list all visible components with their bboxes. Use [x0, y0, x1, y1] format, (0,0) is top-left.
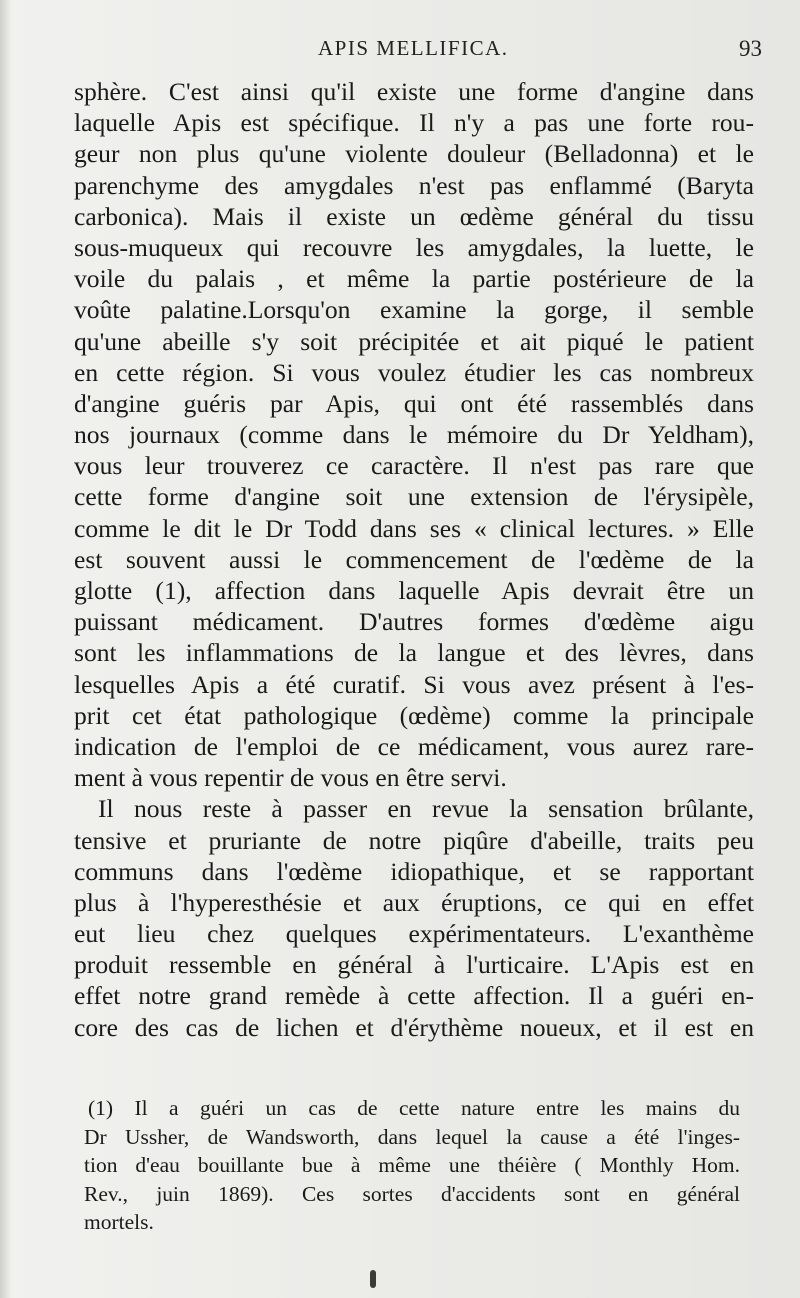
- text-line: geur non plus qu'une violente douleur (Belladonna) et le: [74, 139, 754, 169]
- text-line: lesquelles Apis a été curatif. Si vous avez présent à l'es-: [74, 669, 754, 699]
- page-number: 93: [739, 36, 762, 61]
- text-line: est souvent aussi le commencement de l'œdème de la: [74, 544, 754, 574]
- text-line: puissant médicament. D'autres formes d'œdème aigu: [74, 607, 754, 637]
- paragraph-end-line: ment à vous repentir de vous en être servi.: [74, 763, 507, 793]
- text-line: indication de l'emploi de ce médicament, vous aurez rare-: [74, 731, 754, 761]
- text-line: d'angine guéris par Apis, qui ont été rassemblés dans: [74, 388, 754, 418]
- text-line: qu'une abeille s'y soit précipitée et ait piqué le patient: [74, 326, 754, 356]
- footnote-line: tion d'eau bouillante bue à même une théière ( Monthly Hom.: [84, 1153, 740, 1178]
- text-line: prit cet état pathologique (œdème) comme la principale: [74, 700, 754, 730]
- text-line: voile du palais , et même la partie postérieure de la: [74, 264, 754, 294]
- text-line: tensive et pruriante de notre piqûre d'abeille, traits peu: [74, 825, 754, 855]
- text-line: eut lieu chez quelques expérimentateurs. L'exanthème: [74, 919, 754, 949]
- text-line: nos journaux (comme dans le mémoire du Dr Yeldham),: [74, 420, 754, 450]
- text-line: sont les inflammations de la langue et des lèvres, dans: [74, 638, 754, 668]
- text-line: sphère. C'est ainsi qu'il existe une forme d'angine dans: [74, 77, 754, 106]
- text-line: plus à l'hyperesthésie et aux éruptions, ce qui en effet: [74, 887, 754, 917]
- text-line: communs dans l'œdème idiopathique, et se rapportant: [74, 856, 754, 886]
- text-line: comme le dit le Dr Todd dans ses « clinical lectures. » Elle: [74, 513, 754, 543]
- footnote-line: Rev., juin 1869). Ces sortes d'accidents sont en général: [84, 1181, 740, 1206]
- text-line: core des cas de lichen et d'érythème noueux, et il est en: [74, 1012, 754, 1042]
- text-line: vous leur trouverez ce caractère. Il n'est pas rare que: [74, 451, 754, 481]
- text-line: glotte (1), affection dans laquelle Apis devrait être un: [74, 576, 754, 605]
- text-line: effet notre grand remède à cette affection. Il a guéri en-: [74, 981, 754, 1011]
- footnote-line: mortels.: [84, 1210, 154, 1235]
- main-text: [74, 76, 754, 1043]
- text-line: cette forme d'angine soit une extension de l'érysipèle,: [74, 482, 754, 512]
- text-line: parenchyme des amygdales n'est pas enflammé (Baryta: [74, 170, 754, 200]
- running-header: [0, 36, 800, 66]
- text-line: sous-muqueux qui recouvre les amygdales, la luette, le: [74, 232, 754, 262]
- running-title: APIS MELLIFICA.: [318, 36, 509, 60]
- text-line: en cette région. Si vous voulez étudier les cas nombreux: [74, 357, 754, 387]
- paragraph-start-line: Il nous reste à passer en revue la sensation brûlante,: [98, 794, 754, 824]
- footnote-line: (1) Il a guéri un cas de cette nature entre les mains du: [88, 1096, 740, 1120]
- ink-mark: [370, 1270, 376, 1288]
- footnote: [84, 1094, 740, 1237]
- text-line: voûte palatine.Lorsqu'on examine la gorge, il semble: [74, 295, 754, 325]
- footnote-line: Dr Ussher, de Wandsworth, dans lequel la cause a été l'inges-: [84, 1124, 740, 1149]
- text-line: laquelle Apis est spécifique. Il n'y a pas une forte rou-: [74, 108, 754, 138]
- text-line: produit ressemble en général à l'urticaire. L'Apis est en: [74, 950, 754, 980]
- text-line: carbonica). Mais il existe un œdème général du tissu: [74, 201, 754, 231]
- page-edge-shadow: [0, 0, 12, 1298]
